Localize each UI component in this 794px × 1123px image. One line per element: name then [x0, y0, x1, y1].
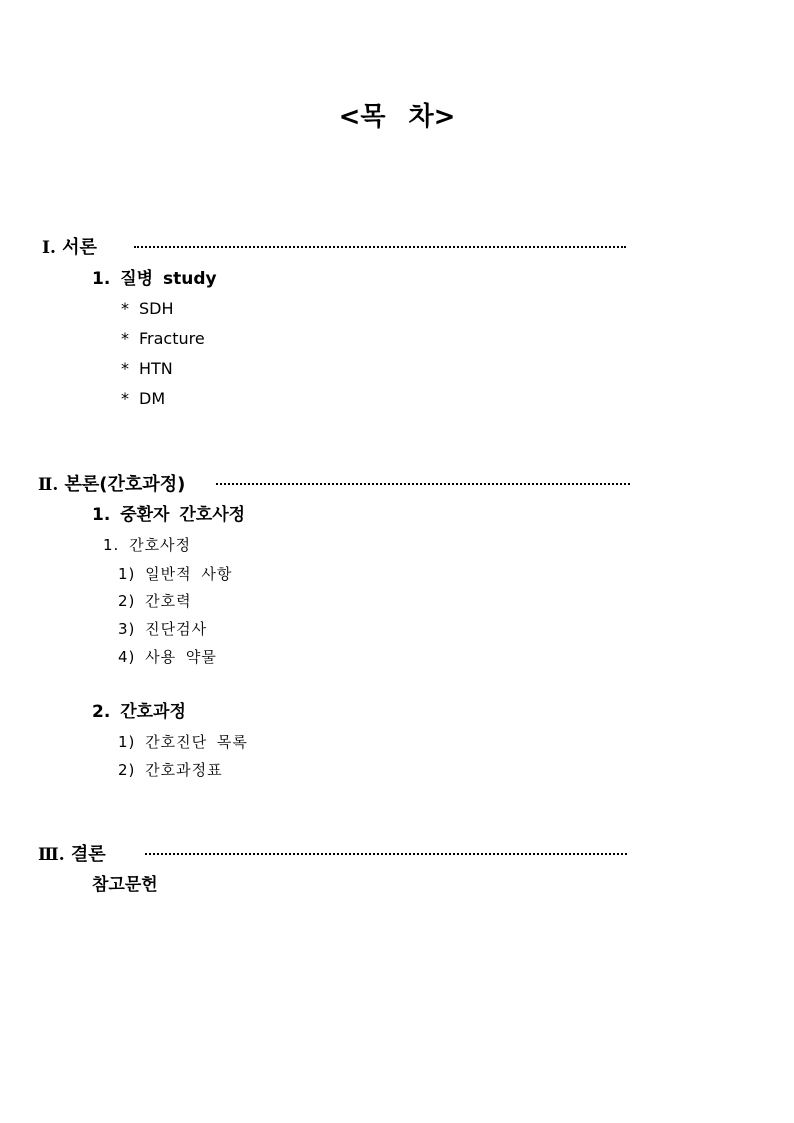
- section-heading-3: [38, 846, 106, 864]
- section-title: 결론: [70, 844, 106, 865]
- section-title: 본론(간호과정): [64, 474, 186, 495]
- dotted-leader: [134, 246, 626, 248]
- bullet-star: *: [121, 299, 129, 318]
- group-title: 1. 간호사정: [103, 536, 192, 554]
- subsection-title: 1. 질병 study: [92, 269, 217, 289]
- list-item: 4) 사용 약물: [118, 648, 217, 666]
- subsection-title: 참고문헌: [92, 875, 158, 895]
- list-item: 3) 진단검사: [118, 620, 208, 638]
- list-item: 2) 간호과정표: [118, 761, 223, 779]
- section-heading-2: [38, 476, 185, 494]
- list-item: 2) 간호력: [118, 592, 192, 610]
- list-item: * Fracture: [121, 329, 205, 348]
- list-item: * SDH: [121, 299, 174, 318]
- list-item: 1) 간호진단 목록: [118, 733, 248, 751]
- list-item: * HTN: [121, 359, 173, 378]
- subsection-title: 1. 중환자 간호사정: [92, 505, 246, 525]
- page-title: <목 차>: [338, 102, 456, 132]
- section-numeral: Ⅰ.: [42, 238, 56, 258]
- bullet-star: *: [121, 389, 129, 408]
- dotted-leader: [216, 483, 630, 485]
- bullet-star: *: [121, 359, 129, 378]
- section-title: 서론: [62, 237, 97, 258]
- dotted-leader: [145, 853, 627, 855]
- subsection-title: 2. 간호과정: [92, 702, 186, 722]
- list-item: * DM: [121, 389, 166, 408]
- section-numeral: Ⅲ.: [38, 845, 65, 865]
- section-heading-1: [42, 239, 97, 257]
- bullet-star: *: [121, 329, 129, 348]
- section-numeral: Ⅱ.: [38, 475, 59, 495]
- list-item: 1) 일반적 사항: [118, 565, 233, 583]
